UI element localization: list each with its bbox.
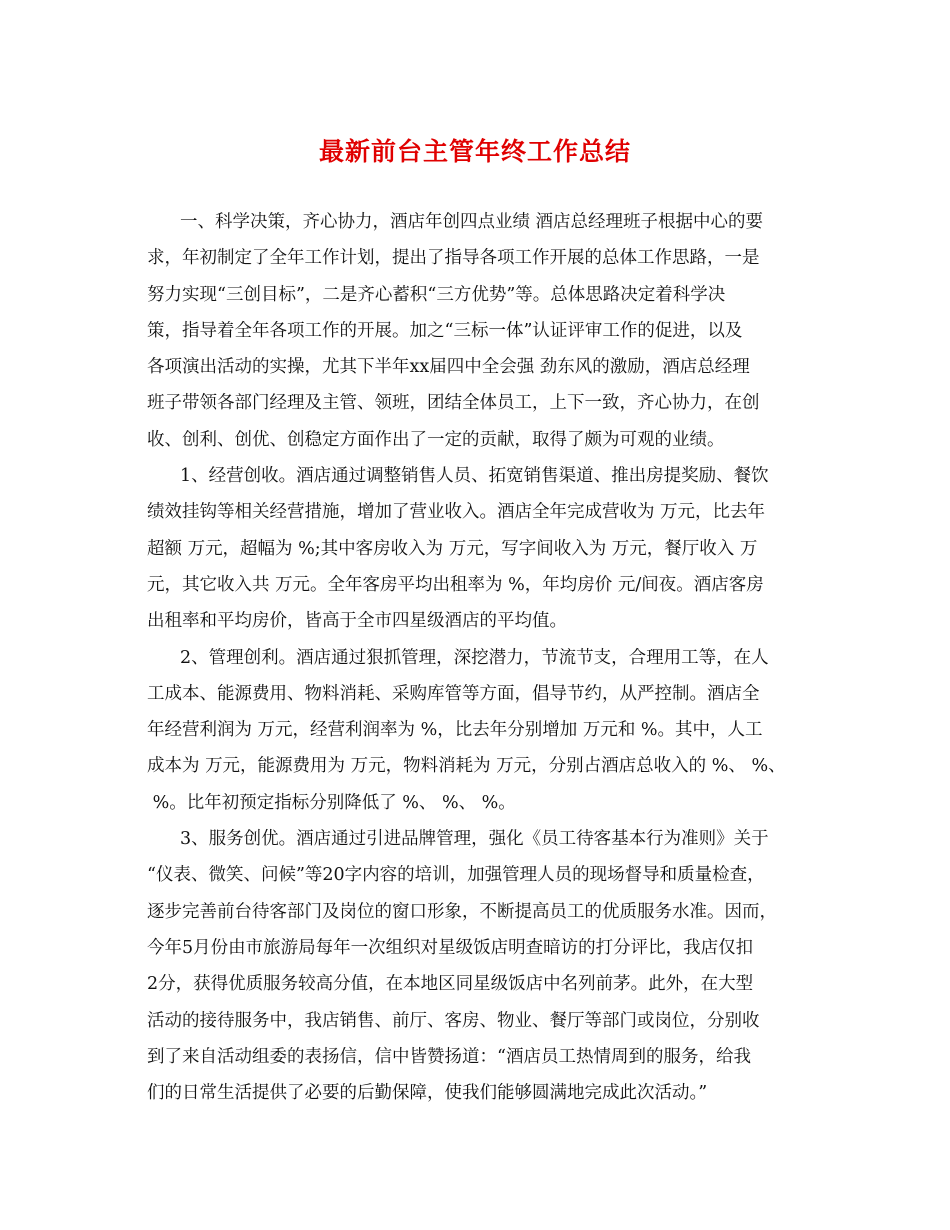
paragraph-line: 3、服务创优。酒店通过引进品牌管理，强化《员工待客基本行为准则》关于 (180, 829, 769, 850)
paragraph-line: 出租率和平均房价，皆高于全市四星级酒店的平均值。 (147, 611, 567, 632)
paragraph-profit (147, 640, 817, 821)
paragraph-line: 努力实现“三创目标”，二是齐心蓄积“三方优势”等。总体思路决定着科学决 (147, 284, 726, 305)
paragraph-line: 1、经营创收。酒店通过调整销售人员、拓宽销售渠道、推出房提奖励、餐饮 (180, 466, 769, 487)
paragraph-line: “仪表、微笑、问候”等20字内容的培训，加强管理人员的现场督导和质量检查， (147, 865, 765, 886)
paragraph-line: 策，指导着全年各项工作的开展。加之“三标一体”认证评审工作的促进，以及 (147, 320, 743, 341)
paragraph-line: 班子带领各部门经理及主管、领班，团结全体员工，上下一致，齐心协力，在创 (147, 393, 760, 414)
paragraph-line: 成本为 万元，能源费用为 万元，物料消耗为 万元，分别占酒店总收入的 %、 %、 (147, 756, 786, 777)
paragraph-revenue (147, 458, 817, 639)
paragraph-line: 们的日常生活提供了必要的后勤保障，使我们能够圆满地完成此次活动。” (147, 1083, 708, 1104)
paragraph-line: 到了来自活动组委的表扬信，信中皆赞扬道：“酒店员工热情周到的服务，给我 (147, 1046, 751, 1067)
paragraph-line: 元，其它收入共 万元。全年客房平均出租率为 %，年均房价 元/间夜。酒店客房 (147, 574, 764, 595)
paragraph-line: 活动的接待服务中，我店销售、前厅、客房、物业、餐厅等部门或岗位，分别收 (147, 1010, 760, 1031)
paragraph-line: 超额 万元，超幅为 %;其中客房收入为 万元，写字间收入为 万元，餐厅收入 万 (147, 538, 758, 559)
paragraph-line: 绩效挂钩等相关经营措施，增加了营业收入。酒店全年完成营收为 万元，比去年 (147, 502, 766, 523)
paragraph-line: %。比年初预定指标分别降低了 %、 %、 %。 (147, 792, 516, 813)
paragraph-line: 2分，获得优质服务较高分值，在本地区同星级饭店中名列前茅。此外，在大型 (147, 974, 754, 995)
paragraph-line: 收、创利、创优、创稳定方面作出了一定的贡献，取得了颇为可观的业绩。 (147, 429, 725, 450)
paragraph-line: 工成本、能源费用、物料消耗、采购库管等方面，倡导节约，从严控制。酒店全 (147, 683, 760, 704)
paragraph-overview (147, 204, 817, 458)
paragraph-service (147, 821, 817, 1111)
paragraph-line: 今年5月份由市旅游局每年一次组织对星级饭店明查暗访的打分评比，我店仅扣 (147, 937, 754, 958)
paragraph-line: 求，年初制定了全年工作计划，提出了指导各项工作开展的总体工作思路，一是 (147, 248, 760, 269)
document-body (147, 204, 817, 1111)
paragraph-line: 一、科学决策，齐心协力，酒店年创四点业绩 酒店总经理班子根据中心的要 (180, 212, 764, 232)
paragraph-line: 各项演出活动的实操，尤其下半年xx届四中全会强 劲东风的激励，酒店总经理 (147, 357, 750, 378)
paragraph-line: 年经营利润为 万元，经营利润率为 %，比去年分别增加 万元和 %。其中，人工 (147, 720, 763, 741)
document-title: 最新前台主管年终工作总结 (318, 137, 631, 166)
paragraph-line: 2、管理创利。酒店通过狠抓管理，深挖潜力，节流节支，合理用工等，在人 (180, 647, 769, 668)
paragraph-line: 逐步完善前台待客部门及岗位的窗口形象，不断提高员工的优质服务水准。因而， (147, 901, 777, 922)
